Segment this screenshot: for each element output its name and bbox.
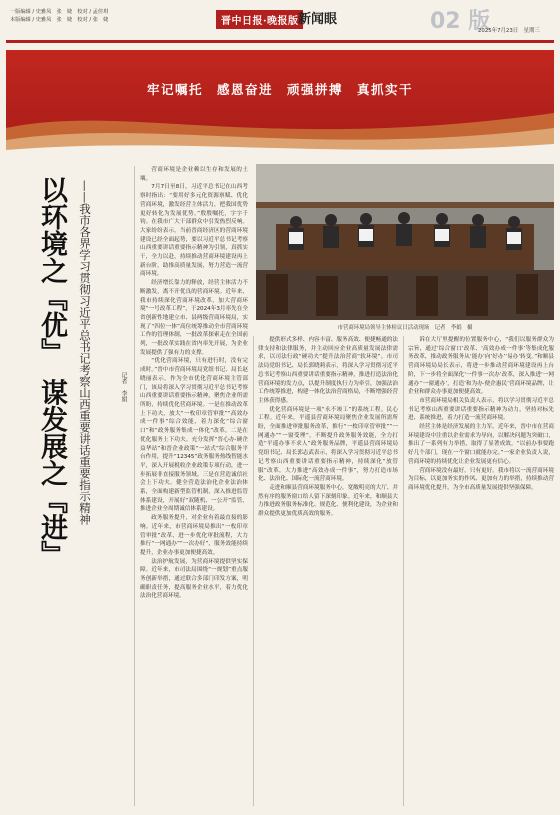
paragraph: 7月7日至8日，习近平总书记在山西考察时指出：“要用好多元化资源禀赋、优化营商环境，激发经营主体活力，把我国优势更好转化为发展优势。”殷殷嘱托，字字千钧。在我市广大干部群众中引发热烈反响。大家纷纷表示，当前晋商经济区的营商环境建设已经全面起势，要以习近平总书记考察山西重要讲话重要指示精神为引领，真抓实干，全力以赴，持续推动营商环境建设再上新台阶，助推高质量发展，努力营造一流营商环境。 [140,184,248,278]
paragraph: 诉在大厅里提醒的位置服务中心，“我们以服务群众为宗旨，通过‘综合窗口’改革、‘高效办成一件事’等集成化服务改革，推动政务服务从‘能办’向‘好办’‘易办’转变。”和顺县营商环境局局长表示，将进一步推动营商环境建设再上台阶，下一步将全面深化‘一件事一次办’改革，深入推进‘一网通办’‘一窗通办’，打造‘和为办·便企惠民’营商环境品牌，让企业和群众办事更加便捷高效。 [408,337,554,396]
article-column-3 [408,336,554,806]
column-divider [253,336,254,806]
banner-title: 牢记嘱托 感恩奋进 顽强拼搏 真抓实干 [146,82,413,97]
section-name: 新闻眼 [298,12,338,27]
article-headline: 以环境之『优』 谋发展之『进』 [36,176,67,568]
editor-line-1: 一版编辑 / 史雅凤 张 婕 校对 / 孟佳琪 [10,9,109,15]
article-byline: 记者 李娟 [120,372,127,402]
paragraph: 经营主体是经济发展的主力军。近年来，晋中市在营商环境建设中注重以企业需求为导向，以解决问题为突破口，推出了一系列有力举措，取得了显著成效。“以前办事要跑好几个部门，现在一个窗口就能办完。”一家企业负责人说，营商环境的持续优化让企业发展更有信心。 [408,424,554,465]
edition-number: 02 版 [430,9,491,34]
column-divider [403,336,404,806]
paragraph: 营商环境没有最好，只有更好。我市将以一流营商环境为目标，以更加务实的作风、更加有力的举措，持续推动营商环境优化提升，为全市高质量发展提供坚强保障。 [408,467,554,491]
photo-caption: 市营商环境局领导主体检议日活动现场 记者 李娟 摄 [337,325,473,331]
paragraph: 营商环境是企业赖以生存和发展的土壤。 [140,167,248,182]
editor-credits [10,8,160,24]
edition-date: 2025年7月23日 星期三 [478,28,540,34]
paragraph: 提供形式多样、内容丰富、服务高效、便捷畅通的法律支持和法律服务，并主动回应企业高质量发展法律需求，以司法行政“硬功夫”提升法治营商“软环境”。市司法局党组书记、局长郭晓莉表示，将深入学习贯彻习近平总书记考察山西重要讲话重要指示精神，推进打造法治化营商环境的发力点，以提升制度执行力为牵引，加强法治工作统筹推进，构建一体化法治营商格局，不断增强经营主体获得感。 [258,337,398,404]
column-divider [134,166,135,806]
meeting-room-image [256,164,554,320]
paragraph: 经济增长靠力的释放，经营主体活力不断激发，离不开优良的营商环境。近年来，我市持续深化营商环境改革，加大营商环境“一号改革工程”，于2024年3月率先在全省创新性地建立市、县两级营商环境局，实现了“四位一体”高位统筹推动全市营商环境工作的管理体制，一批改革探索走在全国前列，一批改革实践在省内率先开展，为企业发展提供了强有力的支撑。 [140,280,248,356]
paper-logo: 晋中日报·晚报版 [216,10,303,29]
headline-block [22,176,92,566]
news-photo [256,164,554,320]
banner-wave-graphic [6,98,554,158]
banner [6,50,554,158]
paragraph: “优化营商环境，只有进行时，没有完成时。”晋中市营商环境局党组书记、局长赵晓丽表示，作为全市优化营商环境主管部门，该局将深入学习贯彻习近平总书记考察山西重要讲话重要指示精神，聚焦企业所需所盼，持续优化营商环境。一是在推动改革上下功夫，放大“一枚印章管审批”“高效办成一件事”综合效能，着力深化“综合窗口”和“政务服务集成一体化”改革，二是在优化服务上下功夫。充分发挥“晋心办·硬企益华站”和晋企业政策“一站式”综合服务平台作用，提升“12345”政务服务热线智能水平，深入开展税收企业政策专项行动，进一步拓展非直接服务领域。三是在营造诚信社会上下功夫。健全营造法治化企业法治体系，全面构建新型监管机制，深入推进监管体系建设，开展好“双随机、一公开”监管，推进企业全周期诚信体系建设。 [140,358,248,513]
paragraph: 优化营商环境是一项“永不竣工”的系统工程。民心工程。近年来，平遥县营商环境局聚焦企业发展所需所盼，全面推进审批服务改革，推行“一枚印章管审批”“一网通办”“一窗受理”，不断提升政务服务效能，全力打造“平遥办事不求人”政务服务品牌，平遥县营商环境局党组书记、局长郭志武表示，将深入学习贯彻习近平总书记考察山西重要讲话重要指示精神，持续深化“放管服”改革，大力推进“高效办成一件事”，努力打造市场化、法治化、国际化一流营商环境。 [258,406,398,483]
paragraph: 走进和顺县营商环境服务中心，宽敞明亮的大厅、井然有序的服务窗口给人留下深刻印象。近年来，和顺县大力推进政务服务标准化、规范化、便利化建设，为企业和群众提供更加优质高效的服务。 [258,484,398,518]
article-column-2 [258,336,398,806]
masthead-rule [6,40,554,43]
article-subheadline: ——我市各界学习贯彻习近平总书记考察山西重要讲话重要指示精神 [78,180,92,525]
paragraph: 政务服务提升，对企业有着最直接的影响。近年来，市营商环境局推出“一枚印章管审批”改革，进一步优化审批流程，大力推行“一网通办”“一次办好”，服务效能持续提升，企业办事更加便捷高效。 [140,515,248,556]
paragraph: 市营商环境局相关负责人表示，将以学习贯彻习近平总书记考察山西重要讲话重要指示精神为动力，坚持对标先进、系统推进，着力打造一流营商环境。 [408,397,554,422]
article-column-1 [140,166,248,806]
paragraph: 法治护航发展，为营商环境提供坚实保障。近年来，市司法局围绕“一规划”重点服务创新举措，通过联合多部门印发方案，明确职责任务，提高服务企业水平，着力优化法治化营商环境。 [140,558,248,600]
masthead [6,4,554,50]
editor-line-2: 本版编辑 / 史雅凤 张 婕 校对 / 张 婕 [10,17,109,23]
